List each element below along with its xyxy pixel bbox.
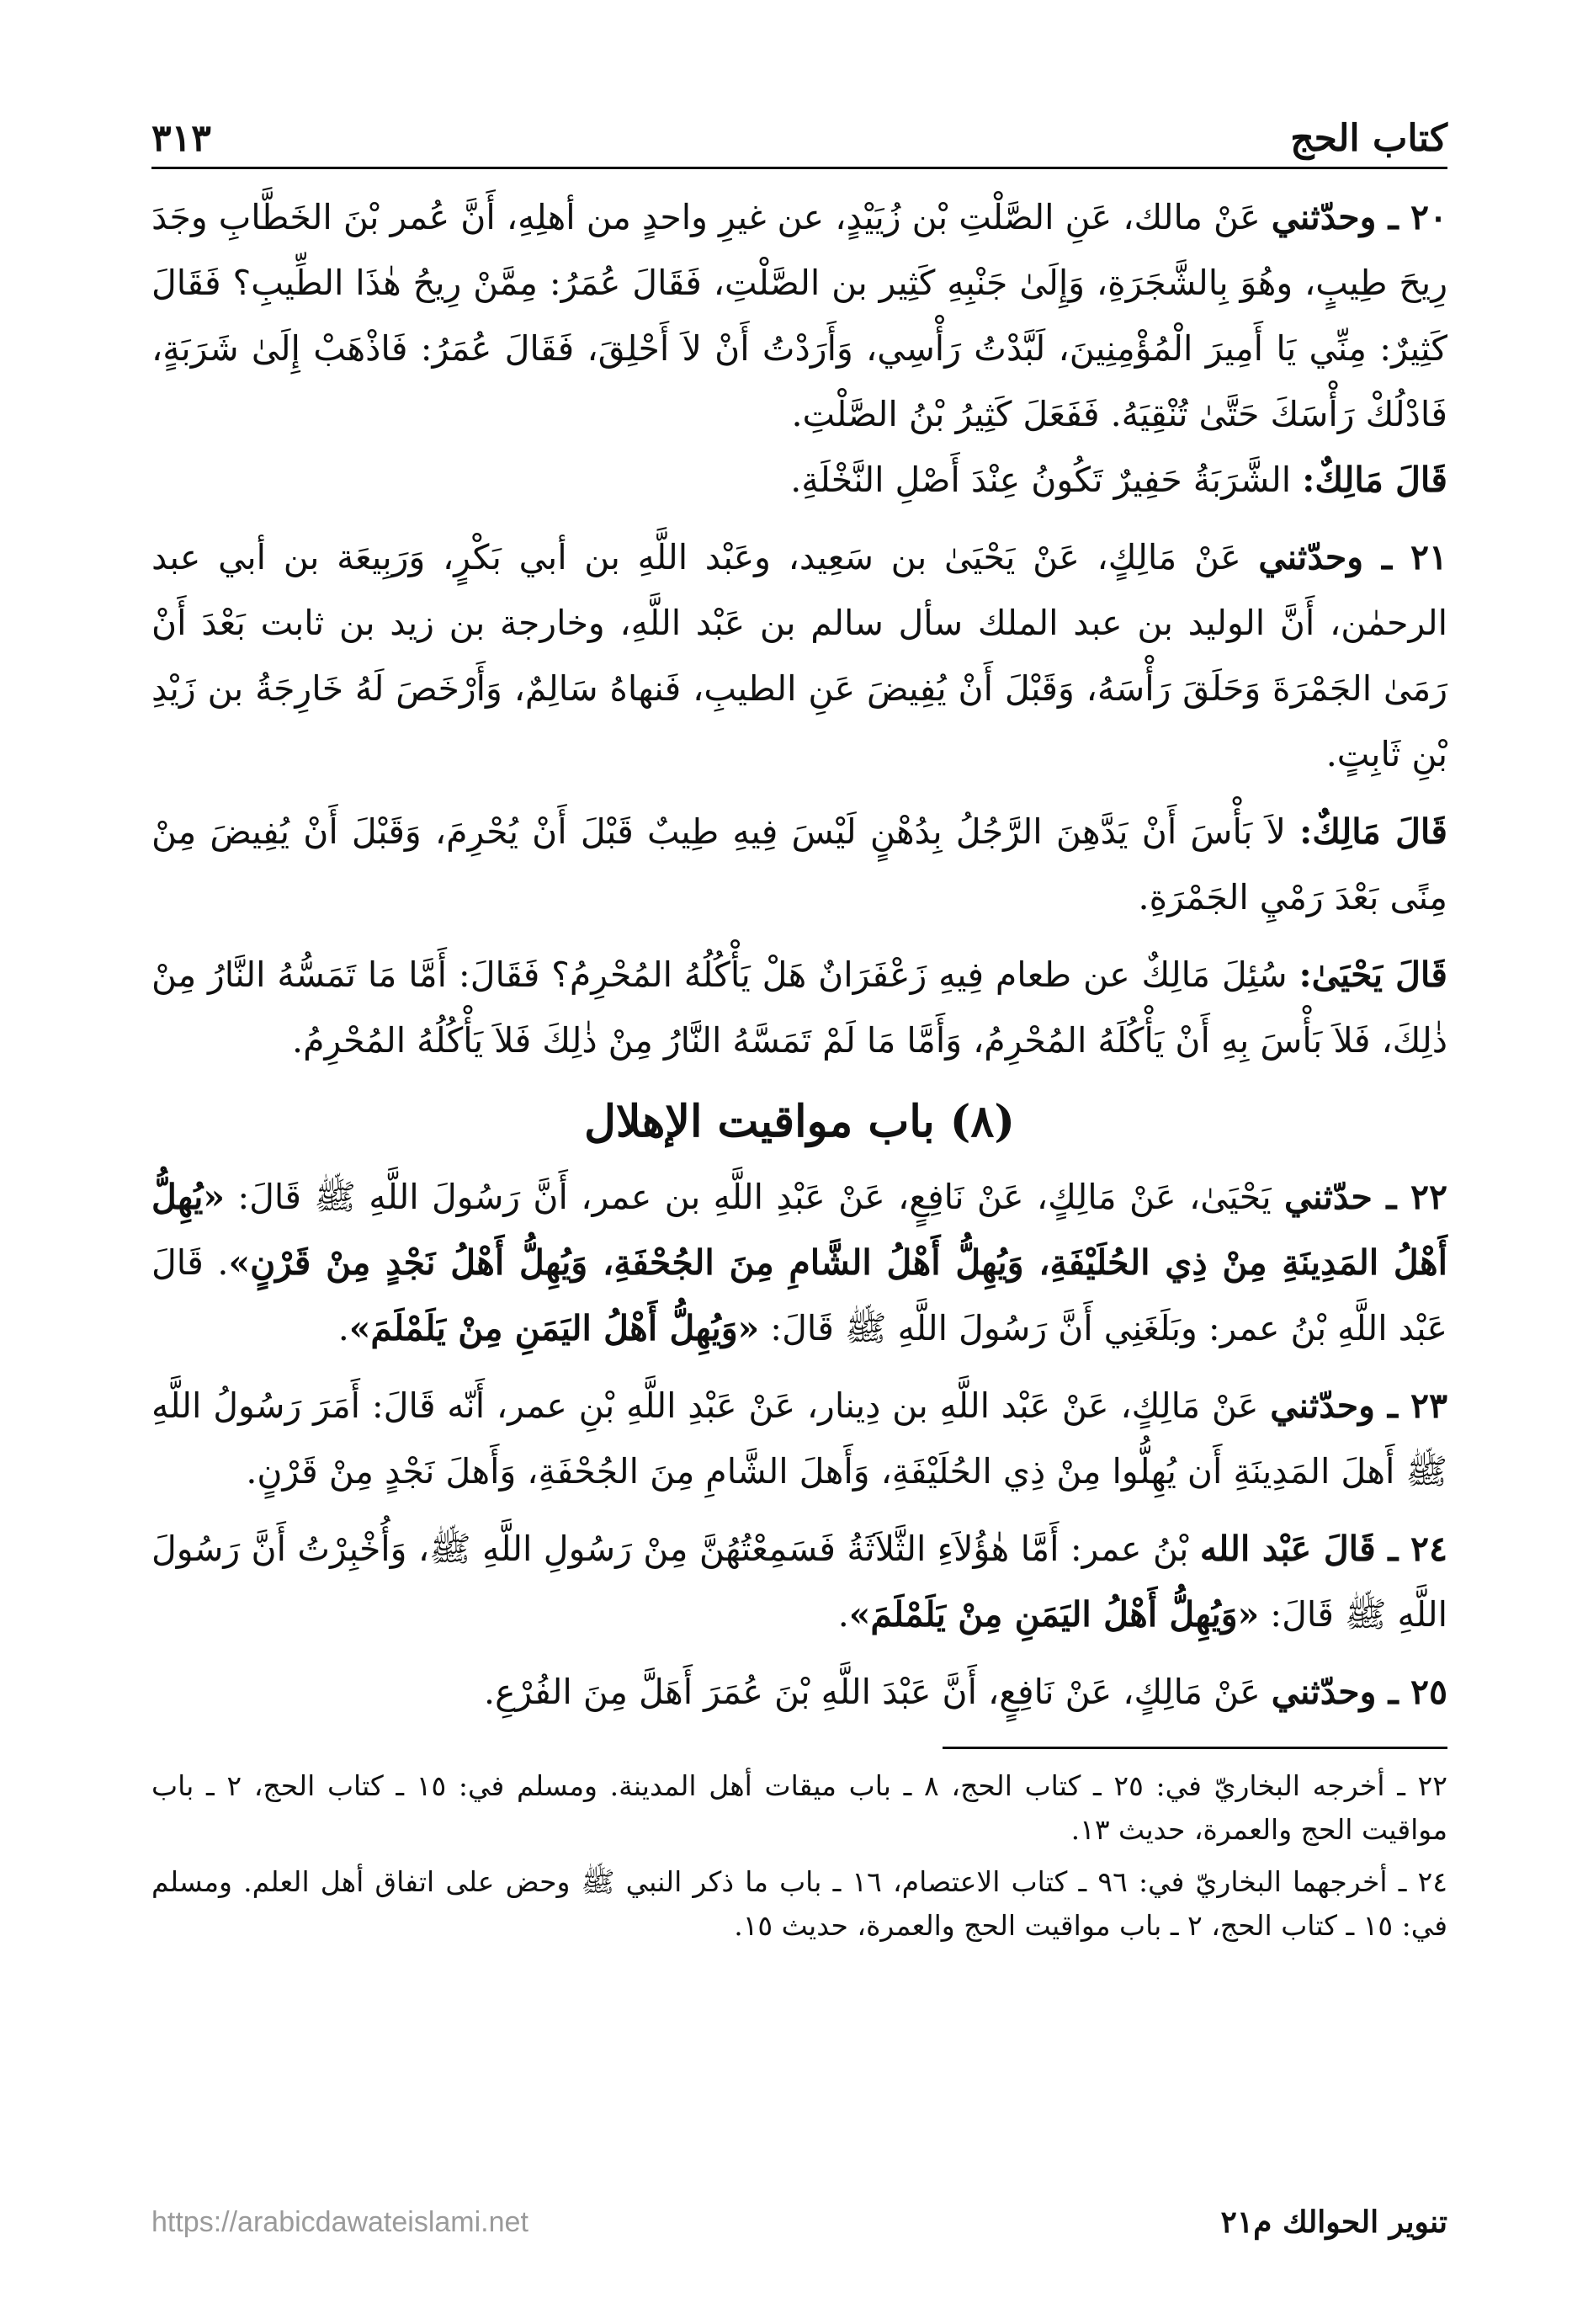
hadith-22 xyxy=(151,1164,1447,1361)
hadith-25 xyxy=(151,1659,1447,1725)
page-footer xyxy=(151,2188,1447,2256)
watermark-url: https://arabicdawateislami.net xyxy=(151,2205,528,2238)
hadith-22-text-a: يَحْيَىٰ، عَنْ مَالِكٍ، عَنْ نَافِعٍ، عَنْ عَبْدِ اللَّهِ بن عمر، أَنَّ رَسُولَ اللَّهِ ﷺ قَالَ: xyxy=(225,1177,1284,1217)
hadith-22-text-b: . قَالَ عَبْد اللَّهِ بْنُ عمر: وبَلَغَنِي أَنَّ رَسُولَ اللَّهِ ﷺ قَالَ: xyxy=(151,1242,1447,1348)
hadith-20 xyxy=(151,184,1447,447)
footnote-24: ٢٤ ـ أخرجهما البخاريّ في: ٩٦ ـ كتاب الاعتصام، ١٦ ـ باب ما ذكر النبي ﷺ وحض على اتفاق أهل العلم. ومسلم في: ١٥ ـ كتاب الحج، ٢ ـ باب مواقيت الحج والعمرة، حديث ١٥. xyxy=(151,1865,1447,1942)
malik-comment-21-lead: قَالَ مَالِكٌ: xyxy=(1299,811,1447,852)
malik-comment-21 xyxy=(151,799,1447,930)
hadith-23 xyxy=(151,1373,1447,1504)
malik-comment-21-text: لاَ بَأْسَ أَنْ يَدَّهِنَ الرَّجُلُ بِدُهْنٍ لَيْسَ فِيهِ طِيبٌ قَبْلَ أَنْ يُحْرِمَ، وَقَبْلَ أَنْ يُفِيضَ مِنْ مِنًى بَعْدَ رَمْيِ الجَمْرَةِ. xyxy=(151,811,1447,917)
hadith-20-lead: ٢٠ ـ وحدّثني xyxy=(1271,197,1447,237)
malik-comment-20-lead: قَالَ مَالِكٌ: xyxy=(1302,460,1447,500)
yahya-comment xyxy=(151,942,1447,1073)
yahya-comment-lead: قَالَ يَحْيَىٰ: xyxy=(1299,955,1447,995)
footnote-22: ٢٢ ـ أخرجه البخاريّ في: ٢٥ ـ كتاب الحج، ٨ ـ باب ميقات أهل المدينة. ومسلم في: ١٥ ـ كتاب الحج، ٢ ـ باب مواقيت الحج والعمرة، حديث ١٣. xyxy=(151,1769,1447,1846)
page-number: ٣١٣ xyxy=(151,117,211,160)
hadith-23-text: عَنْ مَالِكٍ، عَنْ عَبْد اللَّهِ بن دِينار، عَنْ عَبْدِ اللَّهِ بْنِ عمر، أَنّه قَالَ: أَمَرَ رَسُولُ اللَّهِ ﷺ أَهلَ المَدِينَةِ أَن يُهِلُّوا مِنْ ذِي الحُلَيْفَةِ، وَأَهلَ الشَّامِ مِنَ الجُحْفَةِ، وَأَهلَ نَجْدٍ مِنْ قَرْنٍ. xyxy=(151,1385,1447,1492)
hadith-24-quote: «وَيُهِلُّ أَهْلُ اليَمَنِ مِنْ يَلَمْلَمَ» xyxy=(848,1594,1260,1635)
book-page xyxy=(151,101,1447,2256)
malik-comment-20 xyxy=(151,447,1447,513)
chapter-title: كتاب الحج xyxy=(1290,117,1447,160)
signature-mark: تنوير الحوالك م٢١ xyxy=(1220,2204,1447,2240)
hadith-21-lead: ٢١ ـ وحدّثني xyxy=(1258,537,1447,577)
hadith-24-end: . xyxy=(837,1594,849,1635)
malik-comment-20-text: الشَّرَبَةُ حَفِيرٌ تَكُونُ عِنْدَ أَصْلِ النَّخْلَةِ. xyxy=(790,460,1303,500)
hadith-24-lead: ٢٤ ـ قَالَ عَبْد الله xyxy=(1199,1529,1447,1569)
hadith-21-text: عَنْ مَالِكٍ، عَنْ يَحْيَىٰ بن سَعِيد، وعَبْد اللَّهِ بن أبي بَكْرٍ، وَرَبِيعَة بن أبي عبد الرحمٰن، أَنَّ الوليد بن عبد الملك سأل سالم بن عَبْد اللَّهِ، وخارجة بن زيد بن ثابت بَعْدَ أَنْ رَمَىٰ الجَمْرَةَ وَحَلَقَ رَأْسَهُ، وَقَبْلَ أَنْ يُفِيضَ عَنِ الطيبِ، فَنهاهُ سَالِمٌ، وَأَرْخَصَ لَهُ خَارِجَةُ بن زَيْدِ بْنِ ثَابِتٍ. xyxy=(151,537,1447,774)
hadith-21 xyxy=(151,524,1447,787)
section-heading: (٨) باب مواقيت الإهلال xyxy=(584,1096,1015,1147)
hadith-22-quote-a: «يُهِلُّ أَهْلُ المَدِينَةِ مِنْ ذِي الحُلَيْفَةِ، وَيُهِلُّ أَهْلُ الشَّامِ مِنَ الجُحْفَةِ، وَيُهِلُّ أَهْلُ نَجْدٍ مِنْ قَرْنٍ» xyxy=(151,1177,1447,1283)
yahya-comment-text: سُئِلَ مَالِكٌ عن طعام فِيهِ زَعْفَرَانٌ هَلْ يَأْكُلُهُ المُحْرِمُ؟ فَقَالَ: أَمَّا مَا تَمَسُّهُ النَّارُ مِنْ ذٰلِكَ، فَلاَ بَأْسَ بِهِ أَنْ يَأْكُلَهُ المُحْرِمُ، وَأَمَّا مَا لَمْ تَمَسَّهُ النَّارُ مِنْ ذٰلِكَ فَلاَ يَأْكُلُهُ المُحْرِمُ. xyxy=(151,955,1447,1061)
hadith-23-lead: ٢٣ ـ وحدّثني xyxy=(1270,1385,1448,1426)
hadith-24-text: بْنُ عمر: أَمَّا هٰؤُلاَءِ الثَّلاَثَةُ فَسَمِعْتُهُنَّ مِنْ رَسُولِ اللَّهِ ﷺ، وَأُخْبِرْتُ أَنَّ رَسُولَ اللَّهِ ﷺ قَالَ: xyxy=(151,1529,1447,1635)
hadith-25-text: عَنْ مَالِكٍ، عَنْ نَافِعٍ، أَنَّ عَبْدَ اللَّهِ بْنَ عُمَرَ أَهَلَّ مِنَ الفُرْعِ. xyxy=(484,1672,1272,1712)
hadith-22-lead: ٢٢ ـ حدّثني xyxy=(1283,1177,1447,1217)
hadith-20-text: عَنْ مالك، عَنِ الصَّلْتِ بْن زُيَيْدٍ، عن غيرِ واحدٍ من أهلِهِ، أَنَّ عُمر بْنَ الخَطَّابِ وجَدَ رِيحَ طِيبٍ، وهُوَ بِالشَّجَرَةِ، وَإِلَىٰ جَنْبِهِ كَثِير بن الصَّلْتِ، فَقَالَ عُمَرُ: مِمَّنْ رِيحُ هٰذَا الطِّيبِ؟ فَقَالَ كَثِيرٌ: مِنِّي يَا أَمِيرَ الْمُؤْمِنِينَ، لَبَّدْتُ رَأْسِي، وَأَرَدْتُ أَنْ لاَ أَحْلِقَ، فَقَالَ عُمَرُ: فَاذْهَبْ إِلَىٰ شَرَبَةٍ، فَادْلُكْ رَأْسَكَ حَتَّىٰ تُنْقِيَهُ. فَفَعَلَ كَثِيرُ بْنُ الصَّلْتِ. xyxy=(151,197,1447,434)
hadith-25-lead: ٢٥ ـ وحدّثني xyxy=(1271,1672,1447,1712)
hadith-24 xyxy=(151,1516,1447,1647)
hadith-22-end: . xyxy=(337,1308,349,1348)
running-header xyxy=(151,101,1447,169)
hadith-22-quote-b: «وَيُهِلُّ أَهْلُ اليَمَنِ مِنْ يَلَمْلَمَ» xyxy=(348,1308,760,1348)
footnote-divider xyxy=(943,1747,1447,1749)
